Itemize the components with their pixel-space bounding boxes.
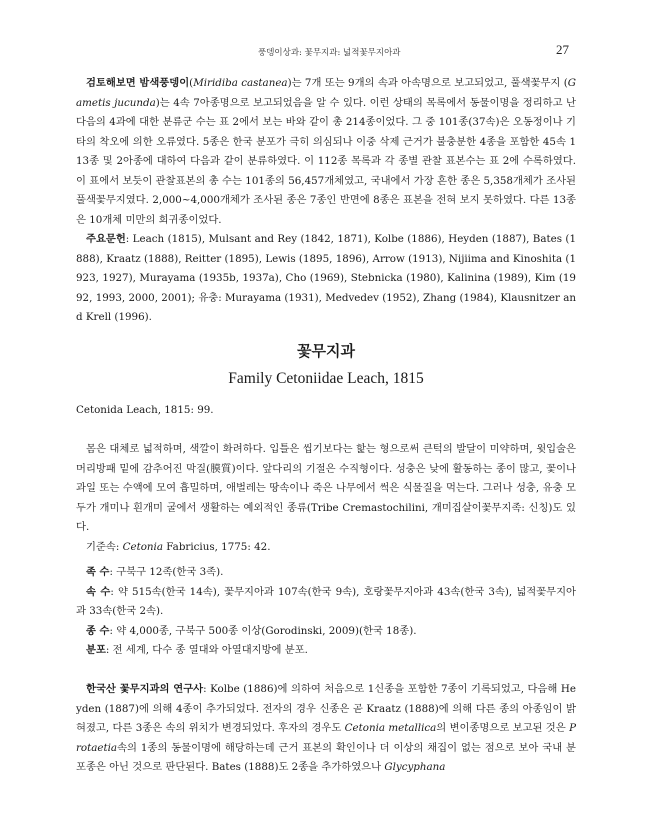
scientific-name: Glycyphana [384, 761, 446, 773]
intro-text: 는 7개 또는 9개의 속과 아속명으로 보고되었고, 풀색꽃무지 ( [291, 77, 568, 89]
references-text: : Leach (1815), Mulsant and Rey (1842, 1871), Kolbe (1886), Heyden (1887), Bates (1888), Kraatz (1888), Reitter (1895), Lewis (1895, 1896), Arrow (1913), Nijiima and Kinoshita (1923, 1927), Murayama (1935b, 1937a), Cho (1969), Stebnicka (1980), Kalinina (1989), Kim (1992, 1993, 2000, 2001); 유충: Murayama (1931), Medvedev (1952), Zhang (1984), Klausnitzer and Krell (1996). [76, 233, 576, 323]
scientific-name: Cetonia metallica [344, 722, 437, 734]
history-block [76, 680, 576, 778]
family-title-english: Family Cetoniidae Leach, 1815 [228, 370, 424, 387]
genera-label: 속 수 [86, 585, 111, 598]
species-count [76, 622, 576, 642]
description-block [76, 440, 576, 557]
scientific-name: Miridiba castanea [193, 77, 288, 89]
type-genus-author: Fabricius, 1775: 42. [162, 540, 271, 553]
history-text: 의 변이종명으로 보고된 것은 [436, 722, 570, 734]
references-paragraph [76, 230, 576, 328]
history-text: : Kolbe (1886)에 의하여 처음으로 1신종을 포함한 7종이 기록되었고, 다음해 Heyden (1887)에 의해 4종이 추가되었다. 전자의 경우 신종은 곧 Kraatz (1888)에 의해 다른 종의 아종임이 밝혀졌고, 다른 3종은 속의 위치가 변경되었다. 후자의 경우도 [76, 683, 576, 734]
family-heading [76, 340, 576, 390]
description-text: 몸은 대체로 넓적하며, 색깔이 화려하다. 입틀은 씹기보다는 핥는 형으로써 큰턱의 발달이 미약하며, 윗입술은 머리방패 밑에 감추어진 막질(膜質)이다. 앞다리의 기절은 수직형이다. 성충은 낮에 활동하는 종이 많고, 꽃이나 과일 또는 수액에 모여 흡밀하며, 애벌레는 땅속이나 죽은 나무에서 썩은 식물질을 먹는다. 그러나 성충, 유충 모두가 개미나 흰개미 굴에서 생활하는 예외적인 종류(Tribe Cremastochilini, 개미집살이꽃무지족: 신칭)도 있다. [76, 443, 576, 533]
stats-block [76, 563, 576, 661]
synonym-block [76, 401, 576, 421]
type-genus-line [76, 538, 576, 558]
tribes-count [76, 563, 576, 583]
family-synonym: Cetonida Leach, 1815: 99. [76, 404, 214, 416]
intro-section [76, 74, 576, 328]
running-title: 풍뎅이상과: 꽃무지과: 넓적꽃무지아과 [258, 48, 401, 58]
page-number: 27 [556, 42, 569, 57]
distribution-text: : 전 세계, 다수 종 열대와 아열대지방에 분포. [105, 644, 308, 656]
distribution-label: 분포 [86, 644, 106, 656]
family-description [76, 440, 576, 538]
scientific-name: Gametis jucunda [76, 77, 576, 109]
separator: : [115, 540, 123, 553]
distribution [76, 641, 576, 661]
scientific-name: Protaetia [76, 722, 576, 754]
intro-lead: 검토해보면 밤색풍뎅이 [86, 77, 190, 89]
tribes-label: 족 수 [86, 566, 110, 578]
type-genus-label: 기준속 [86, 540, 116, 553]
references-label: 주요문헌 [86, 233, 126, 245]
family-title-korean: 꽃무지과 [297, 342, 355, 360]
species-label: 종 수 [86, 624, 110, 637]
genera-text: : 약 515속(한국 14속), 꽃무지아과 107속(한국 9속), 호랑꽃무지아과 43속(한국 3속), 넓적꽃무지아과 33속(한국 2속). [76, 585, 576, 617]
history-label: 한국산 꽃무지과의 연구사 [86, 683, 204, 695]
research-history [76, 680, 576, 778]
type-genus-name: Cetonia [122, 540, 163, 553]
genera-count [76, 583, 576, 622]
tribes-text: : 구북구 12족(한국 3족). [109, 566, 224, 578]
intro-text: )는 4속 7아종명으로 보고되었음을 알 수 있다. 이런 상태의 목록에서 동물이명을 정리하고 난 다음의 4과에 대한 분류군 수는 표 2에서 보는 바와 같이 총 214종이었다. 그 중 101종(37속)은 오동정이나 기타의 착오에 의한 오류였다. 5종은 한국 분포가 극히 의심되나 이중 삭제 근거가 불충분한 4종을 포함한 45속 113종 및 2아종에 대하여 다음과 같이 분류하였다. 이 112종 목록과 각 종별 관찰 표본수는 표 2에 수록하였다. 이 표에서 보듯이 관찰표본의 총 수는 101종의 56,457개체였고, 국내에서 가장 흔한 종은 5,358개체가 조사된 풀색꽃무지였다. 2,000~4,000개체가 조사된 종은 7종인 반면에 8종은 표본을 전혀 보지 못하였다. 다른 13종은 10개체 미만의 희귀종이었다. [76, 96, 576, 226]
history-text: 속의 1종의 동물이명에 해당하는데 근거 표본의 확인이나 더 이상의 채집이 없는 점으로 보아 국내 분포종은 아닌 것으로 판단된다. Bates (1888)도 2종을 추가하였으나 [76, 741, 576, 773]
intro-paragraph: 검토해보면 밤색풍뎅이(Miridiba castanea)는 7개 또는 9개의 속과 아속명으로 보고되었고, 풀색꽃무지 (Gametis jucunda)는 4속 7아종명으로 보고되었음을 알 수 있다. 이런 상태의 목록에서 동물이명을 정리하고 난 다음의 4과에 대한 분류군 수는 표 2에서 보는 바와 같이 총 214종이었다. 그 중 101종(37속)은 오동정이나 기타의 착오에 의한 오류였다. 5종은 한국 분포가 극히 의심되나 이중 삭제 근거가 불충분한 4종을 포함한 45속 113종 및 2아종에 대하여 다음과 같이 분류하였다. 이 112종 목록과 각 종별 관찰 표본수는 표 2에 수록하였다. 이 표에서 보듯이 관찰표본의 총 수는 101종의 56,457개체였고, 국내에서 가장 흔한 종은 5,358개체가 조사된 풀색꽃무지였다. 2,000~4,000개체가 조사된 종은 7종인 반면에 8종은 표본을 전혀 보지 못하였다. 다른 13종은 10개체 미만의 희귀종이었다. [76, 77, 576, 226]
species-text: : 약 4,000종, 구북구 500종 이상(Gorodinski, 2009)(한국 18종). [109, 624, 417, 637]
